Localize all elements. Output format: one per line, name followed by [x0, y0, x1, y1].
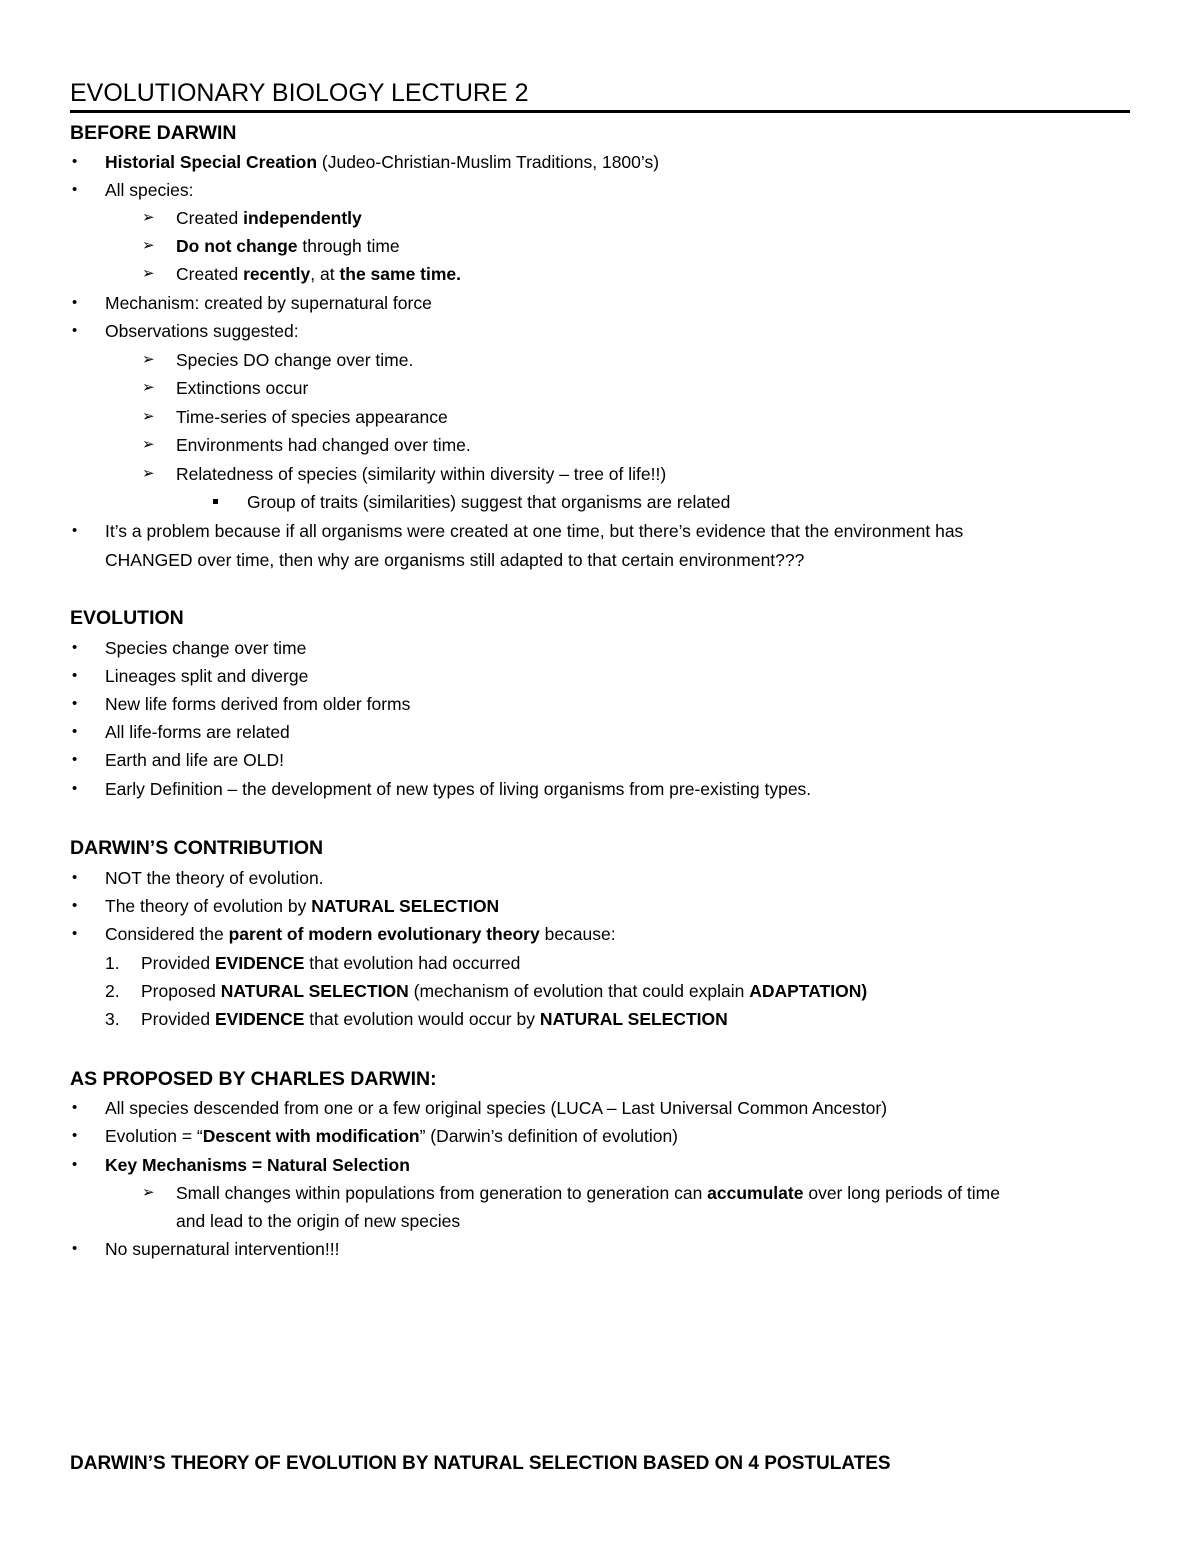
section-heading-before-darwin: BEFORE DARWIN [70, 122, 237, 144]
sub-list-item: Extinctions occur [176, 378, 309, 398]
sub-list-item: Created recently, at the same time. [176, 264, 462, 284]
sub-list-item: Environments had changed over time. [176, 435, 471, 455]
list-item: Considered the parent of modern evolutionary theory because: [105, 924, 616, 944]
bullet: • [72, 723, 78, 740]
list-item-continuation: CHANGED over time, then why are organisms still adapted to that certain environment??? [105, 550, 805, 570]
sub-list-item: Small changes within populations from generation to generation can accumulate over long periods of time [176, 1183, 1000, 1203]
sub-sub-list-item: Group of traits (similarities) suggest that organisms are related [247, 492, 731, 512]
section-heading-four-postulates: DARWIN’S THEORY OF EVOLUTION BY NATURAL SELECTION BASED ON 4 POSTULATES [70, 1453, 891, 1474]
list-item: All species descended from one or a few original species (LUCA – Last Universal Common Ancestor) [105, 1098, 888, 1118]
arrow-bullet-icon: ➢ [142, 237, 155, 254]
bullet: • [72, 897, 78, 914]
list-item: All life-forms are related [105, 722, 290, 742]
section-heading-darwins-contribution: DARWIN’S CONTRIBUTION [70, 837, 324, 859]
bullet: • [72, 294, 78, 311]
sub-list-item: Relatedness of species (similarity within diversity – tree of life!!) [176, 464, 667, 484]
sub-list-item: Species DO change over time. [176, 350, 414, 370]
list-item: Mechanism: created by supernatural force [105, 293, 432, 313]
page-title: EVOLUTIONARY BIOLOGY LECTURE 2 [70, 79, 529, 107]
list-item: Evolution = “Descent with modification” (Darwin’s definition of evolution) [105, 1126, 679, 1146]
sub-list-item: Do not change through time [176, 236, 400, 256]
sub-list-item-continuation: and lead to the origin of new species [176, 1211, 461, 1231]
list-number: 3. [105, 1009, 120, 1029]
list-item: No supernatural intervention!!! [105, 1239, 340, 1259]
arrow-bullet-icon: ➢ [142, 1184, 155, 1201]
list-item: Lineages split and diverge [105, 666, 309, 686]
arrow-bullet-icon: ➢ [142, 436, 155, 453]
list-number: 2. [105, 981, 120, 1001]
list-item: Species change over time [105, 638, 307, 658]
bullet: • [72, 181, 78, 198]
bullet: • [72, 1099, 78, 1116]
numbered-item: Provided EVIDENCE that evolution would occur by NATURAL SELECTION [141, 1009, 728, 1029]
list-item: New life forms derived from older forms [105, 694, 411, 714]
arrow-bullet-icon: ➢ [142, 379, 155, 396]
list-item: NOT the theory of evolution. [105, 868, 324, 888]
numbered-item: Provided EVIDENCE that evolution had occurred [141, 953, 521, 973]
square-bullet-icon [213, 499, 218, 504]
list-item: Key Mechanisms = Natural Selection [105, 1155, 410, 1175]
bullet: • [72, 1127, 78, 1144]
list-item: Historial Special Creation (Judeo-Christian-Muslim Traditions, 1800’s) [105, 152, 660, 172]
bullet: • [72, 695, 78, 712]
list-item: It’s a problem because if all organisms were created at one time, but there’s evidence that the environment has [105, 521, 964, 541]
bullet: • [72, 153, 78, 170]
list-item: Observations suggested: [105, 321, 299, 341]
section-heading-evolution: EVOLUTION [70, 607, 184, 629]
arrow-bullet-icon: ➢ [142, 265, 155, 282]
bullet: • [72, 780, 78, 797]
arrow-bullet-icon: ➢ [142, 351, 155, 368]
list-number: 1. [105, 953, 120, 973]
bullet: • [72, 522, 78, 539]
bullet: • [72, 639, 78, 656]
list-item: All species: [105, 180, 194, 200]
bullet: • [72, 925, 78, 942]
list-item: Early Definition – the development of new types of living organisms from pre-existing types. [105, 779, 812, 799]
bullet: • [72, 869, 78, 886]
bullet: • [72, 322, 78, 339]
bullet: • [72, 1156, 78, 1173]
title-rule [70, 110, 1130, 113]
bullet: • [72, 751, 78, 768]
arrow-bullet-icon: ➢ [142, 408, 155, 425]
arrow-bullet-icon: ➢ [142, 465, 155, 482]
bullet: • [72, 1240, 78, 1257]
sub-list-item: Time-series of species appearance [176, 407, 448, 427]
sub-list-item: Created independently [176, 208, 362, 228]
numbered-item: Proposed NATURAL SELECTION (mechanism of evolution that could explain ADAPTATION) [141, 981, 868, 1001]
arrow-bullet-icon: ➢ [142, 209, 155, 226]
list-item: Earth and life are OLD! [105, 750, 284, 770]
list-item: The theory of evolution by NATURAL SELECTION [105, 896, 500, 916]
section-heading-as-proposed: AS PROPOSED BY CHARLES DARWIN: [70, 1068, 437, 1090]
bullet: • [72, 667, 78, 684]
